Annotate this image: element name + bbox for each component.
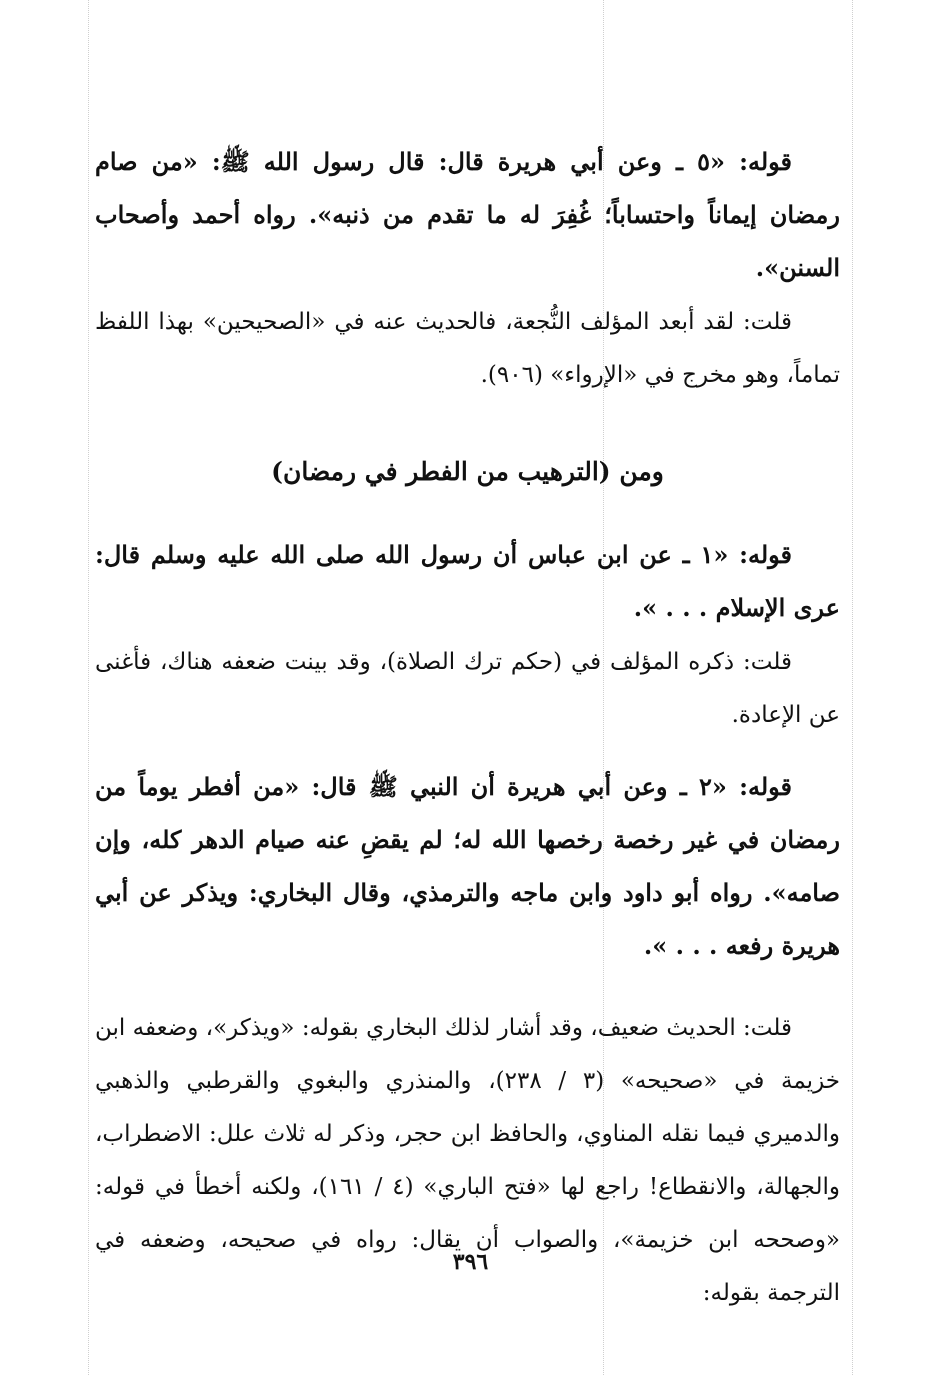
commentary-paragraph-3: قلت: الحديث ضعيف، وقد أشار لذلك البخاري بقوله: «ويذكر»، وضعفه ابن خزيمة في «صحيحه» (٣ / ٢٣٨)، والمنذري والبغوي والقرطبي والذهبي والدميري فيما نقله المناوي، والحافظ ابن حجر، وذكر له ثلاث علل: الاضطراب، والجهالة، والانقطاع! راجع لها «فتح الباري» (٤ / ١٦١)، ولكنه أخطأ في قوله: «وصححه ابن خزيمة»، والصواب أن يقال: رواه في صحيحه، وضعفه في الترجمة بقوله:: [95, 1015, 840, 1306]
page-number: ٣٩٦: [452, 1249, 489, 1275]
scan-guide-line-right: [852, 0, 853, 1375]
scan-guide-line-left: [88, 0, 89, 1375]
hadith-quote-paragraph-1: قوله: «٥ ـ وعن أبي هريرة قال: قال رسول الله ﷺ: «من صام رمضان إيماناً واحتساباً؛ غُفِرَ له ما تقدم من ذنبه». رواه أحمد وأصحاب السنن».: [95, 147, 840, 282]
hadith-quote-paragraph-2: قوله: «١ ـ عن ابن عباس أن رسول الله صلى الله عليه وسلم قال: عرى الإسلام . . . ».: [95, 540, 840, 622]
hadith-quote-paragraph-3: قوله: «٢ ـ وعن أبي هريرة أن النبي ﷺ قال: «من أفطر يوماً من رمضان في غير رخصة رخصها الله له؛ لم يقضِ عنه صيام الدهر كله، وإن صامه». رواه أبو داود وابن ماجه والترمذي، وقال البخاري: ويذكر عن أبي هريرة رفعه . . . ».: [95, 772, 840, 960]
commentary-paragraph-1: قلت: لقد أبعد المؤلف النُّجعة، فالحديث عنه في «الصحيحين» بهذا اللفظ تماماً، وهو مخرج في «الإرواء» (٩٠٦).: [95, 309, 840, 388]
page-body: [95, 135, 840, 1320]
section-heading: ومن (الترهيب من الفطر في رمضان): [271, 457, 664, 486]
commentary-paragraph-2: قلت: ذكره المؤلف في (حكم ترك الصلاة)، وقد بينت ضعفه هناك، فأغنى عن الإعادة.: [95, 649, 840, 728]
